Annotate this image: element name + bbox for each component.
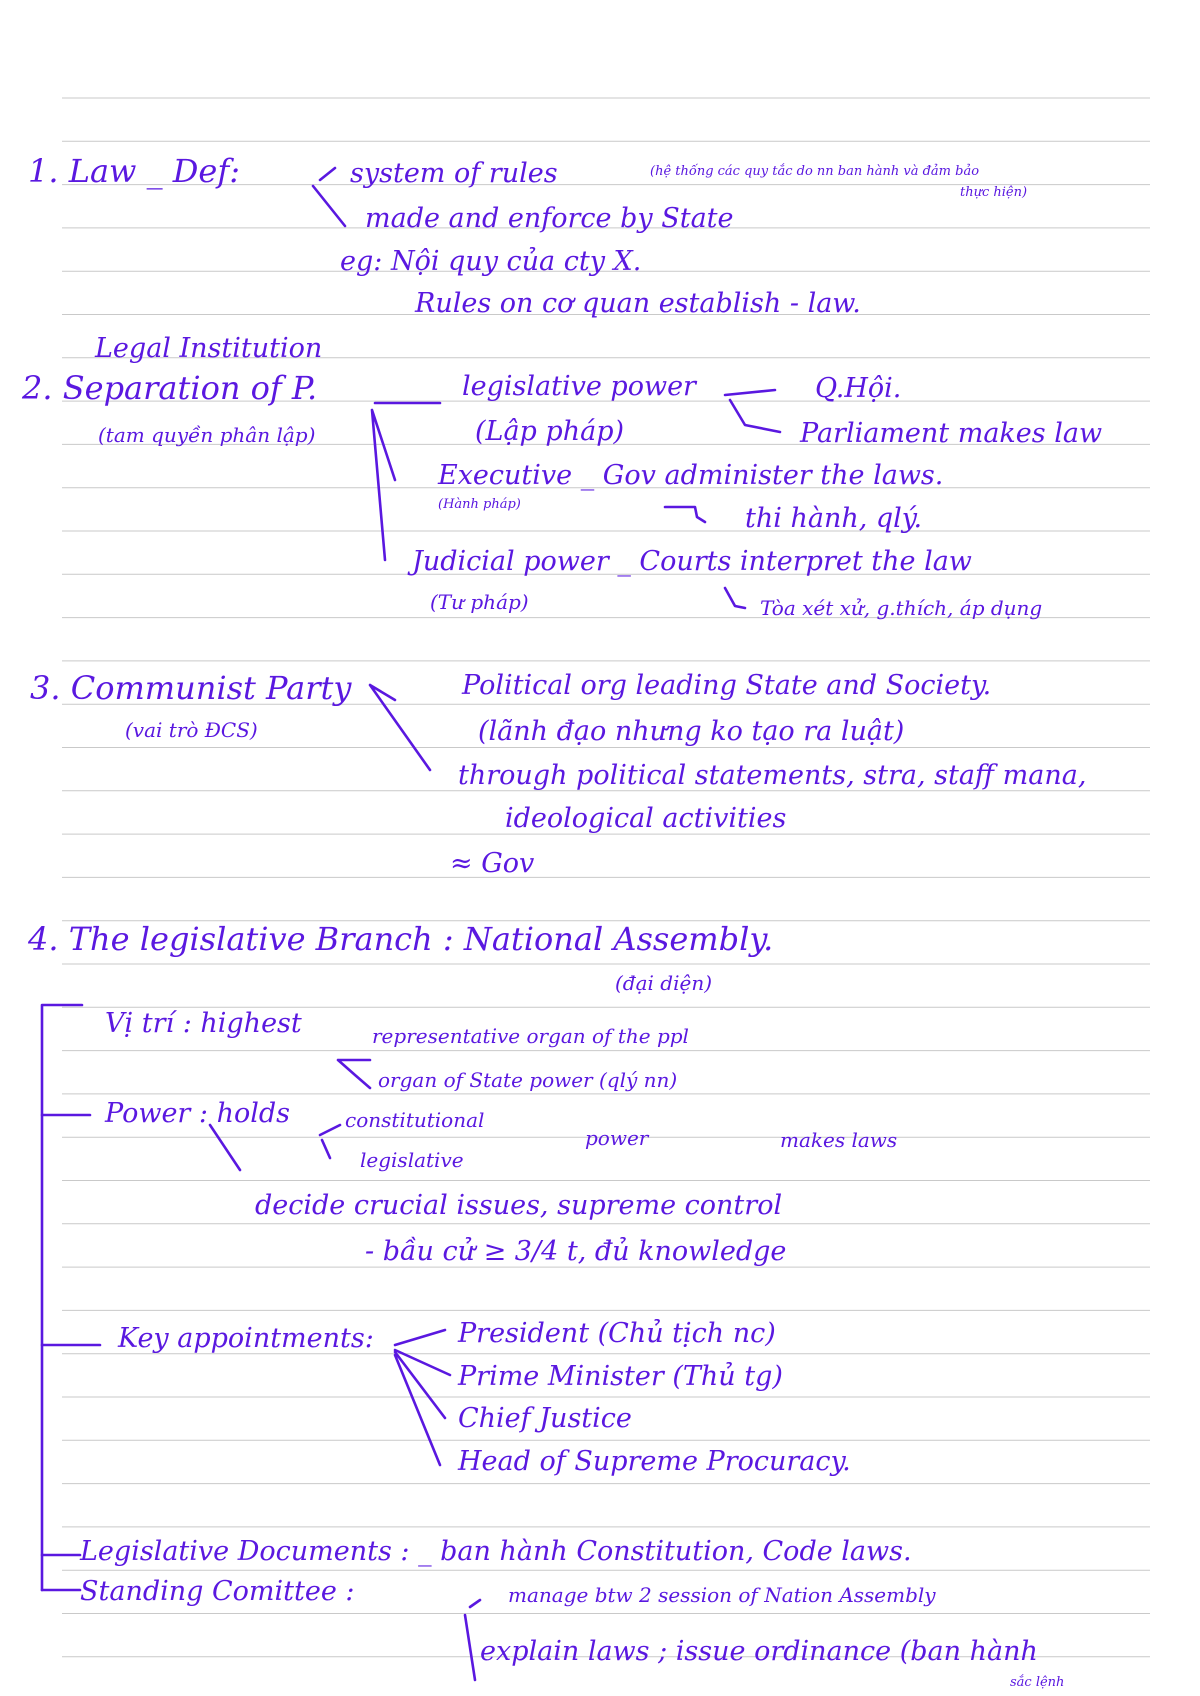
s4-docs: Legislative Documents : _ ban hành Constitution, Code laws. xyxy=(80,1536,912,1567)
s4-heading-vn: (đại diện) xyxy=(615,971,713,995)
s1-rule1-note-a: (hệ thống các quy tắc do nn ban hành và đảm bảo xyxy=(650,164,980,179)
s3-l3: through political statements, stra, staff mana, xyxy=(458,760,1087,791)
s4-key-2: Prime Minister (Thủ tg) xyxy=(458,1361,783,1392)
s4-standing-a: manage btw 2 session of Nation Assembly xyxy=(508,1583,936,1607)
s3-heading-vn: (vai trò ĐCS) xyxy=(125,718,258,742)
s2-leg-r1: Q.Hội. xyxy=(815,373,902,404)
s4-power-b: legislative xyxy=(360,1148,464,1172)
s4-power: Power : holds xyxy=(105,1098,291,1129)
s2-heading-vn: (tam quyền phân lập) xyxy=(98,423,316,447)
s2-exe-vn: (Hành pháp) xyxy=(438,497,521,512)
s2-heading: 2. Separation of P. xyxy=(22,369,318,407)
s3-l4: ideological activities xyxy=(505,803,787,834)
s1-eg: eg: Nội quy của cty X. xyxy=(340,246,642,277)
s2-exe-r: thi hành, qlý. xyxy=(745,503,923,534)
s4-vitri: Vị trí : highest xyxy=(105,1008,302,1039)
s1-rule1-note-b: thực hiện) xyxy=(960,185,1028,200)
s3-heading: 3. Communist Party xyxy=(30,669,352,707)
s2-jud-vn: (Tư pháp) xyxy=(430,590,529,614)
s4-key-4: Head of Supreme Procuracy. xyxy=(458,1446,851,1477)
s2-jud-r: Tòa xét xử, g.thích, áp dụng xyxy=(760,596,1043,620)
s4-key-1: President (Chủ tịch nc) xyxy=(458,1318,776,1349)
s2-jud: Judicial power _ Courts interpret the law xyxy=(412,546,972,577)
s3-l1: Political org leading State and Society. xyxy=(462,670,992,701)
s2-leg: legislative power xyxy=(462,371,696,402)
s1-rule1: system of rules xyxy=(350,158,558,189)
s4-power-c: power xyxy=(585,1126,649,1150)
s2-exe: Executive _ Gov administer the laws. xyxy=(438,460,944,491)
s1-heading: 1. Law _ Def: xyxy=(28,152,240,190)
s4-power-f: - bầu cử ≥ 3/4 t, đủ knowledge xyxy=(365,1236,787,1267)
s4-heading: 4. The legislative Branch : National Assembly. xyxy=(28,920,774,958)
s4-standing-c: sắc lệnh xyxy=(1010,1675,1065,1690)
s4-vitri-a: representative organ of the ppl xyxy=(372,1024,689,1048)
s4-standing: Standing Comittee : xyxy=(80,1576,355,1607)
s4-vitri-b: organ of State power (qlý nn) xyxy=(378,1068,678,1092)
s4-standing-b: explain laws ; issue ordinance (ban hành xyxy=(480,1636,1038,1667)
s1-rule2: made and enforce by State xyxy=(365,203,734,234)
s1-eg2: Rules on cơ quan establish - law. xyxy=(415,288,861,319)
s4-key-3: Chief Justice xyxy=(458,1403,632,1434)
s2-pre: Legal Institution xyxy=(95,333,323,364)
s3-l5: ≈ Gov xyxy=(450,848,535,879)
s2-leg-vn: (Lập pháp) xyxy=(475,416,625,447)
s2-leg-r2: Parliament makes law xyxy=(800,418,1103,449)
s4-power-a: constitutional xyxy=(345,1108,485,1132)
s4-power-d: makes laws xyxy=(780,1128,898,1152)
s3-l2: (lãnh đạo nhưng ko tạo ra luật) xyxy=(478,716,905,747)
s4-power-e: decide crucial issues, supreme control xyxy=(255,1190,783,1221)
s4-key: Key appointments: xyxy=(118,1323,374,1354)
